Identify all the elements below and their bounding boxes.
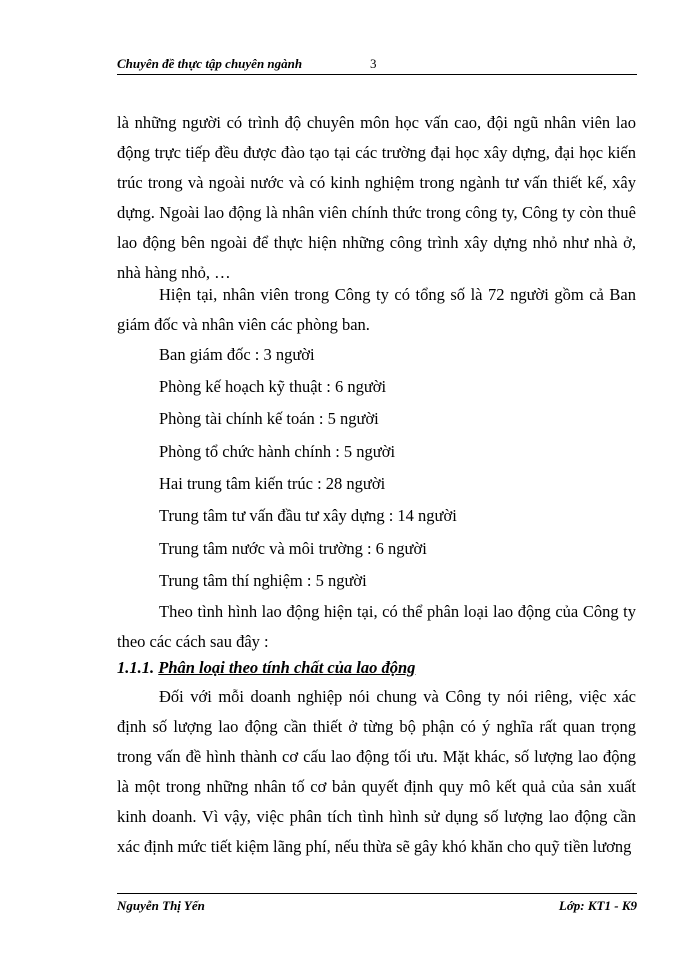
header-title: Chuyên đề thực tập chuyên ngành [117, 56, 303, 71]
section-title: Phân loại theo tính chất của lao động [158, 658, 416, 677]
page-footer [117, 893, 637, 916]
footer-class: Lớp: KT1 - K9 [558, 898, 637, 913]
footer-author: Nguyễn Thị Yến [117, 898, 205, 913]
staff-list-item: Phòng tài chính kế toán : 5 người [159, 409, 379, 428]
staff-list-item: Trung tâm tư vấn đầu tư xây dựng : 14 người [159, 506, 457, 525]
paragraph-labor-quantity: Đối với mỗi doanh nghiệp nói chung và Công ty nói riêng, việc xác định số lượng lao động cần thiết ở từng bộ phận có ý nghĩa rất quan trọng trong vấn đề hình thành cơ cấu lao động tối ưu. Mặt khác, số lượng lao động là một trong những nhân tố cơ bản quyết định quy mô kết quả của sản xuất kinh doanh. Vì vậy, việc phân tích tình hình sử dụng số lượng lao động cần xác định mức tiết kiệm lãng phí, nếu thừa sẽ gây khó khăn cho quỹ tiền lương [117, 687, 636, 856]
paragraph-staff-total: Hiện tại, nhân viên trong Công ty có tổng số là 72 người gồm cả Ban giám đốc và nhân viên các phòng ban. [117, 285, 636, 334]
paragraph-staff-qualifications: là những người có trình độ chuyên môn học vấn cao, đội ngũ nhân viên lao động trực tiếp đều được đào tạo tại các trường đại học xây dựng, đại học kiến trúc trong và ngoài nước và có kinh nghiệm trong ngành tư vấn thiết kế, xây dựng. Ngoài lao động là nhân viên chính thức trong công ty, Công ty còn thuê lao động bên ngoài để thực hiện những công trình xây dựng nhỏ như nhà ở, nhà hàng nhỏ, … [117, 113, 636, 282]
staff-list-item: Trung tâm thí nghiệm : 5 người [159, 571, 367, 590]
paragraph-classification-intro: Theo tình hình lao động hiện tại, có thể phân loại lao động của Công ty theo các cách sau đây : [117, 602, 636, 651]
staff-list-item: Phòng tổ chức hành chính : 5 người [159, 442, 396, 461]
section-heading [117, 653, 415, 683]
staff-list-item: Phòng kế hoạch kỹ thuật : 6 người [159, 377, 387, 396]
page-number: 3 [370, 56, 377, 71]
staff-list-item: Trung tâm nước và môi trường : 6 người [159, 539, 427, 558]
section-number: 1.1.1. [117, 658, 155, 677]
staff-list-item: Ban giám đốc : 3 người [159, 345, 315, 364]
staff-list-item: Hai trung tâm kiến trúc : 28 người [159, 474, 386, 493]
page-header [117, 56, 637, 75]
